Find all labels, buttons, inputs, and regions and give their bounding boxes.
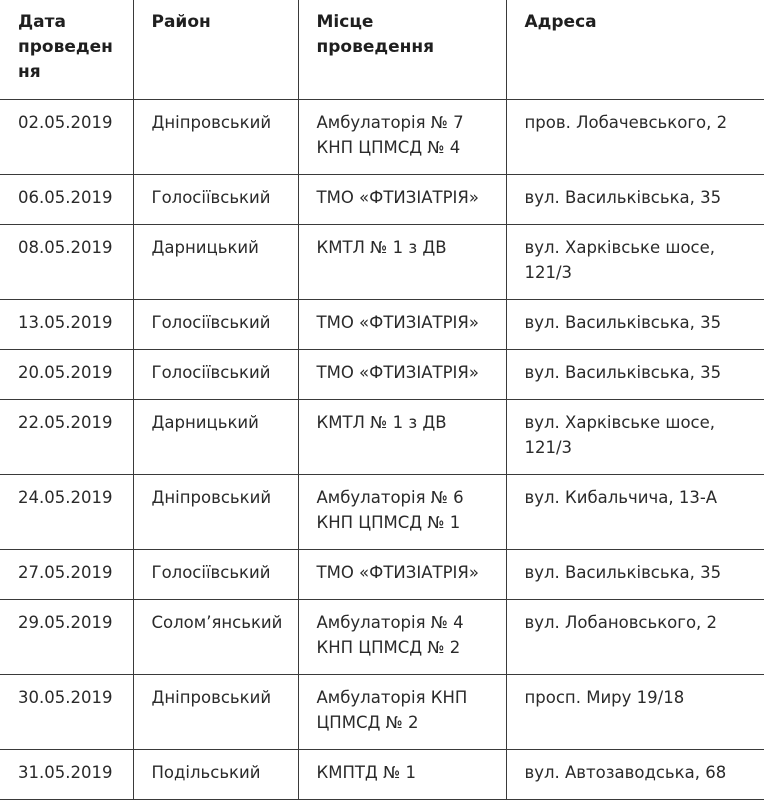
- cell-date: 08.05.2019: [0, 225, 133, 300]
- place-line-1: КМТЛ № 1 з ДВ: [316, 413, 447, 432]
- cell-date: 06.05.2019: [0, 175, 133, 225]
- header-row: [0, 0, 764, 100]
- cell-district: Солом’янський: [133, 600, 298, 675]
- cell-district: Голосіївський: [133, 550, 298, 600]
- table-body: [0, 100, 764, 800]
- cell-date: 22.05.2019: [0, 400, 133, 475]
- cell-place: [298, 400, 506, 475]
- place-line-1: ТМО «ФТИЗІАТРІЯ»: [316, 313, 479, 332]
- cell-place: [298, 750, 506, 800]
- place-line-1: КМПТД № 1: [316, 763, 416, 782]
- table-row: [0, 300, 764, 350]
- cell-place: [298, 175, 506, 225]
- header-address: Адреса: [506, 0, 764, 100]
- cell-place: [298, 675, 506, 750]
- cell-date: 31.05.2019: [0, 750, 133, 800]
- cell-date: 30.05.2019: [0, 675, 133, 750]
- table-row: [0, 475, 764, 550]
- cell-address: вул. Харківське шосе, 121/3: [506, 225, 764, 300]
- place-line-1: ТМО «ФТИЗІАТРІЯ»: [316, 363, 479, 382]
- cell-address: вул. Васильківська, 35: [506, 550, 764, 600]
- cell-place: [298, 225, 506, 300]
- place-line-2: КНП ЦПМСД № 2: [316, 638, 461, 657]
- cell-date: 27.05.2019: [0, 550, 133, 600]
- place-line-1: Амбулаторія № 4: [316, 613, 464, 632]
- place-line-1: ТМО «ФТИЗІАТРІЯ»: [316, 563, 479, 582]
- header-place: Місце проведення: [298, 0, 506, 100]
- cell-address: просп. Миру 19/18: [506, 675, 764, 750]
- table-header: [0, 0, 764, 100]
- table-row: [0, 550, 764, 600]
- cell-district: Дарницький: [133, 400, 298, 475]
- cell-address: пров. Лобачевського, 2: [506, 100, 764, 175]
- cell-address: вул. Харківське шосе, 121/3: [506, 400, 764, 475]
- cell-address: вул. Васильківська, 35: [506, 175, 764, 225]
- table-row: [0, 175, 764, 225]
- cell-date: 20.05.2019: [0, 350, 133, 400]
- cell-place: [298, 550, 506, 600]
- cell-district: Подільський: [133, 750, 298, 800]
- cell-district: Дарницький: [133, 225, 298, 300]
- cell-place: [298, 475, 506, 550]
- cell-district: Голосіївський: [133, 175, 298, 225]
- place-line-1: КМТЛ № 1 з ДВ: [316, 238, 447, 257]
- cell-district: Дніпровський: [133, 100, 298, 175]
- place-line-1: Амбулаторія № 6: [316, 488, 464, 507]
- cell-address: вул. Васильківська, 35: [506, 300, 764, 350]
- cell-place: [298, 350, 506, 400]
- cell-district: Голосіївський: [133, 300, 298, 350]
- cell-district: Дніпровський: [133, 675, 298, 750]
- table-row: [0, 350, 764, 400]
- cell-address: вул. Лобановського, 2: [506, 600, 764, 675]
- table-row: [0, 675, 764, 750]
- cell-date: 24.05.2019: [0, 475, 133, 550]
- cell-district: Дніпровський: [133, 475, 298, 550]
- table-row: [0, 600, 764, 675]
- place-line-2: КНП ЦПМСД № 1: [316, 513, 461, 532]
- cell-address: вул. Автозаводська, 68: [506, 750, 764, 800]
- header-date: Дата проведен ня: [0, 0, 133, 100]
- place-line-1: Амбулаторія КНП: [316, 688, 468, 707]
- table-row: [0, 225, 764, 300]
- table-row: [0, 400, 764, 475]
- cell-place: [298, 100, 506, 175]
- place-line-2: КНП ЦПМСД № 4: [316, 138, 461, 157]
- cell-address: вул. Васильківська, 35: [506, 350, 764, 400]
- cell-address: вул. Кибальчича, 13-А: [506, 475, 764, 550]
- place-line-1: ТМО «ФТИЗІАТРІЯ»: [316, 188, 479, 207]
- cell-date: 29.05.2019: [0, 600, 133, 675]
- table-row: [0, 750, 764, 800]
- cell-place: [298, 300, 506, 350]
- cell-date: 13.05.2019: [0, 300, 133, 350]
- cell-date: 02.05.2019: [0, 100, 133, 175]
- place-line-2: ЦПМСД № 2: [316, 713, 419, 732]
- cell-district: Голосіївський: [133, 350, 298, 400]
- header-district: Район: [133, 0, 298, 100]
- place-line-1: Амбулаторія № 7: [316, 113, 464, 132]
- cell-place: [298, 600, 506, 675]
- table-row: [0, 100, 764, 175]
